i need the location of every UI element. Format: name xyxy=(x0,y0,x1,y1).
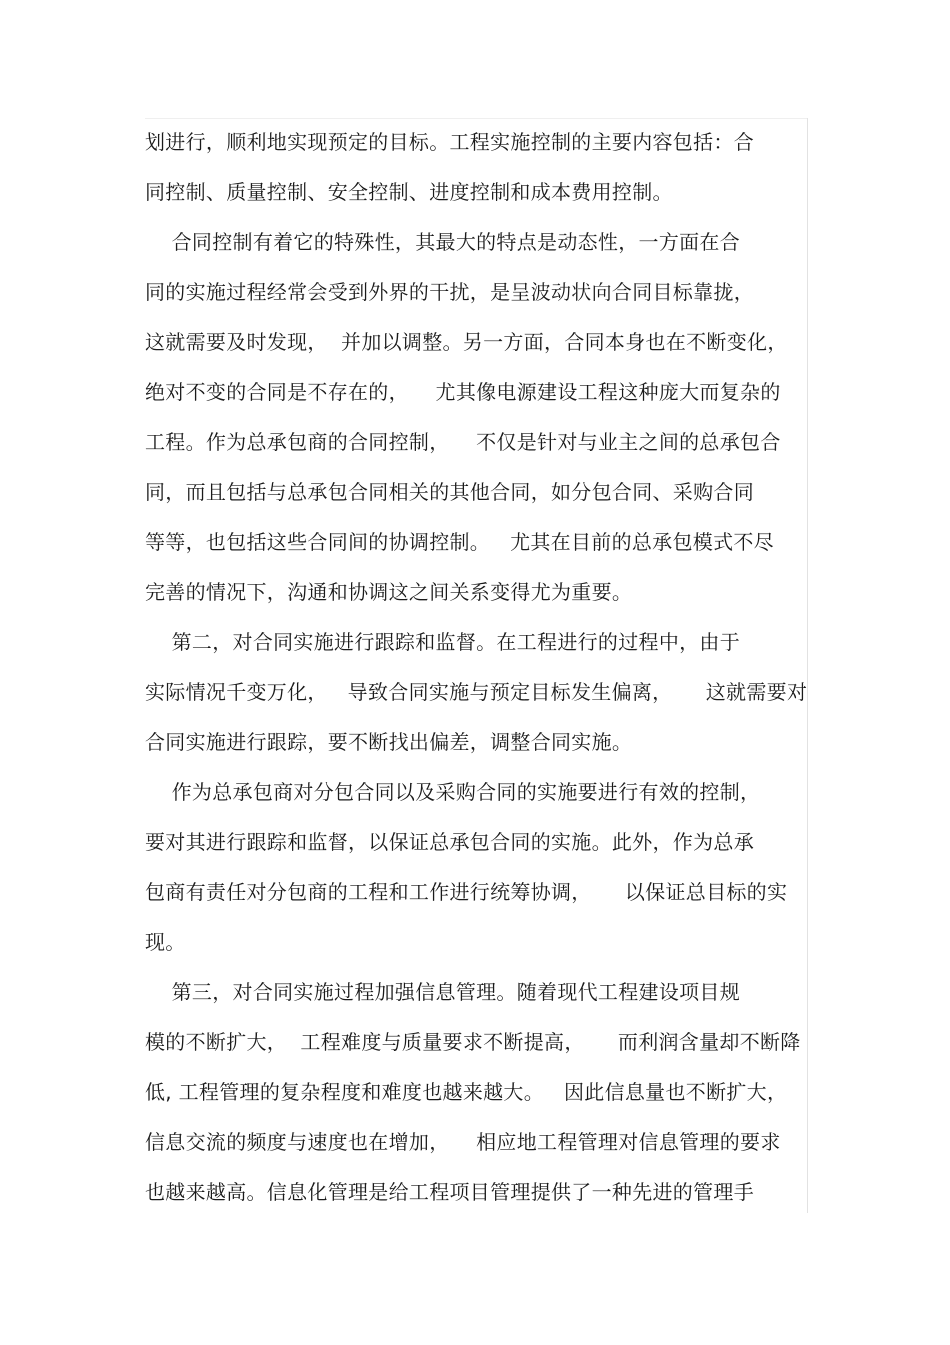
text-line: 要对其进行跟踪和监督，以保证总承包合同的实施。此外，作为总承 xyxy=(145,830,754,854)
text-line: 合同控制有着它的特殊性，其最大的特点是动态性，一方面在合 xyxy=(145,230,741,254)
text-line: 也越来越高。信息化管理是给工程项目管理提供了一种先进的管理手 xyxy=(145,1180,754,1204)
text-line: 包商有责任对分包商的工程和工作进行统筹协调， 以保证总目标的实 xyxy=(145,880,788,904)
page-border-top xyxy=(145,118,807,119)
text-line: 信息交流的频度与速度也在增加， 相应地工程管理对信息管理的要求 xyxy=(145,1130,781,1154)
text-line: 同的实施过程经常会受到外界的干扰，是呈波动状向合同目标靠拢， xyxy=(145,280,754,304)
text-line: 低, 工程管理的复杂程度和难度也越来越大。 因此信息量也不断扩大， xyxy=(145,1080,788,1104)
text-line: 第二，对合同实施进行跟踪和监督。在工程进行的过程中，由于 xyxy=(145,630,741,654)
text-line: 同，而且包括与总承包合同相关的其他合同，如分包合同、采购合同 xyxy=(145,480,754,504)
text-line: 完善的情况下，沟通和协调这之间关系变得尤为重要。 xyxy=(145,580,633,604)
text-line: 现。 xyxy=(145,930,186,954)
text-line: 这就需要及时发现， 并加以调整。另一方面，合同本身也在不断变化， xyxy=(145,330,788,354)
text-line: 等等，也包括这些合同间的协调控制。 尤其在目前的总承包模式不尽 xyxy=(145,530,774,554)
text-line: 同控制、质量控制、安全控制、进度控制和成本费用控制。 xyxy=(145,180,673,204)
text-line: 绝对不变的合同是不存在的， 尤其像电源建设工程这种庞大而复杂的 xyxy=(145,380,781,404)
text-line: 实际情况千变万化， 导致合同实施与预定目标发生偏离， 这就需要对 xyxy=(145,680,808,704)
text-line: 作为总承包商对分包合同以及采购合同的实施要进行有效的控制， xyxy=(145,780,761,804)
text-line: 合同实施进行跟踪，要不断找出偏差，调整合同实施。 xyxy=(145,730,633,754)
text-line: 第三，对合同实施过程加强信息管理。随着现代工程建设项目规 xyxy=(145,980,741,1004)
text-line: 模的不断扩大， 工程难度与质量要求不断提高， 而利润含量却不断降 xyxy=(145,1030,801,1054)
text-line: 划进行，顺利地实现预定的目标。工程实施控制的主要内容包括：合 xyxy=(145,130,754,154)
text-line: 工程。作为总承包商的合同控制， 不仅是针对与业主之间的总承包合 xyxy=(145,430,781,454)
page-border-right xyxy=(807,118,808,1213)
